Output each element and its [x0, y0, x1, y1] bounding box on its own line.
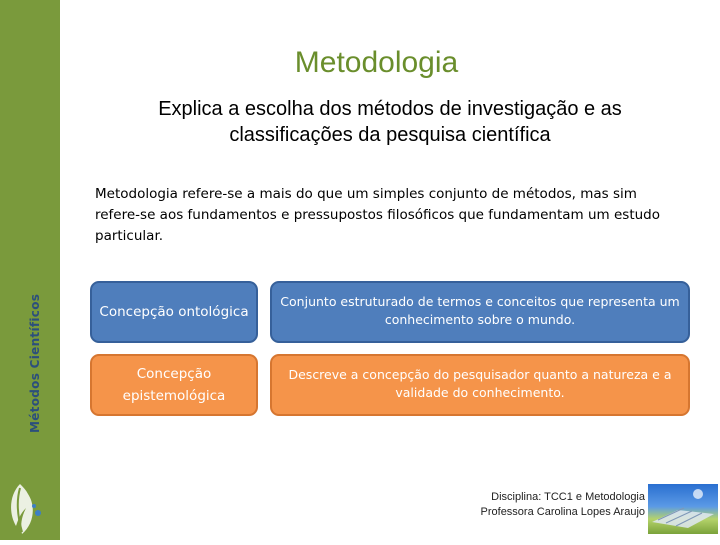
ontological-description-box	[270, 281, 690, 343]
vertical-label-text: Métodos Científicos	[28, 293, 42, 433]
epistemological-description: Descreve a concepção do pesquisador quanto a natureza e a validade do conhecimento.	[288, 367, 672, 400]
ontological-label-box	[90, 281, 258, 343]
body-paragraph: Metodologia refere-se a mais do que um simples conjunto de métodos, mas sim refere-se aos fundamentos e pressupostos filosóficos que fundamentam um estudo particular.	[95, 186, 661, 244]
solar-panel-photo	[648, 484, 718, 534]
slide-title: Metodologia	[294, 46, 459, 79]
footer-professor: Professora Carolina Lopes Araujo	[480, 506, 645, 518]
ontological-label: Concepção ontológica	[99, 304, 249, 320]
footer-course: Disciplina: TCC1 e Metodologia	[491, 491, 645, 503]
epistemological-label-box	[90, 354, 258, 416]
epistemological-label: Concepção epistemológica	[122, 366, 226, 404]
slide-subtitle: Explica a escolha dos métodos de investigação e as classificações da pesquisa científica	[158, 98, 622, 146]
epistemological-description-box	[270, 354, 690, 416]
footer	[440, 490, 645, 520]
vertical-section-label	[0, 0, 60, 540]
ontological-description: Conjunto estruturado de termos e conceitos que representa um conhecimento sobre o mundo.	[280, 294, 680, 327]
